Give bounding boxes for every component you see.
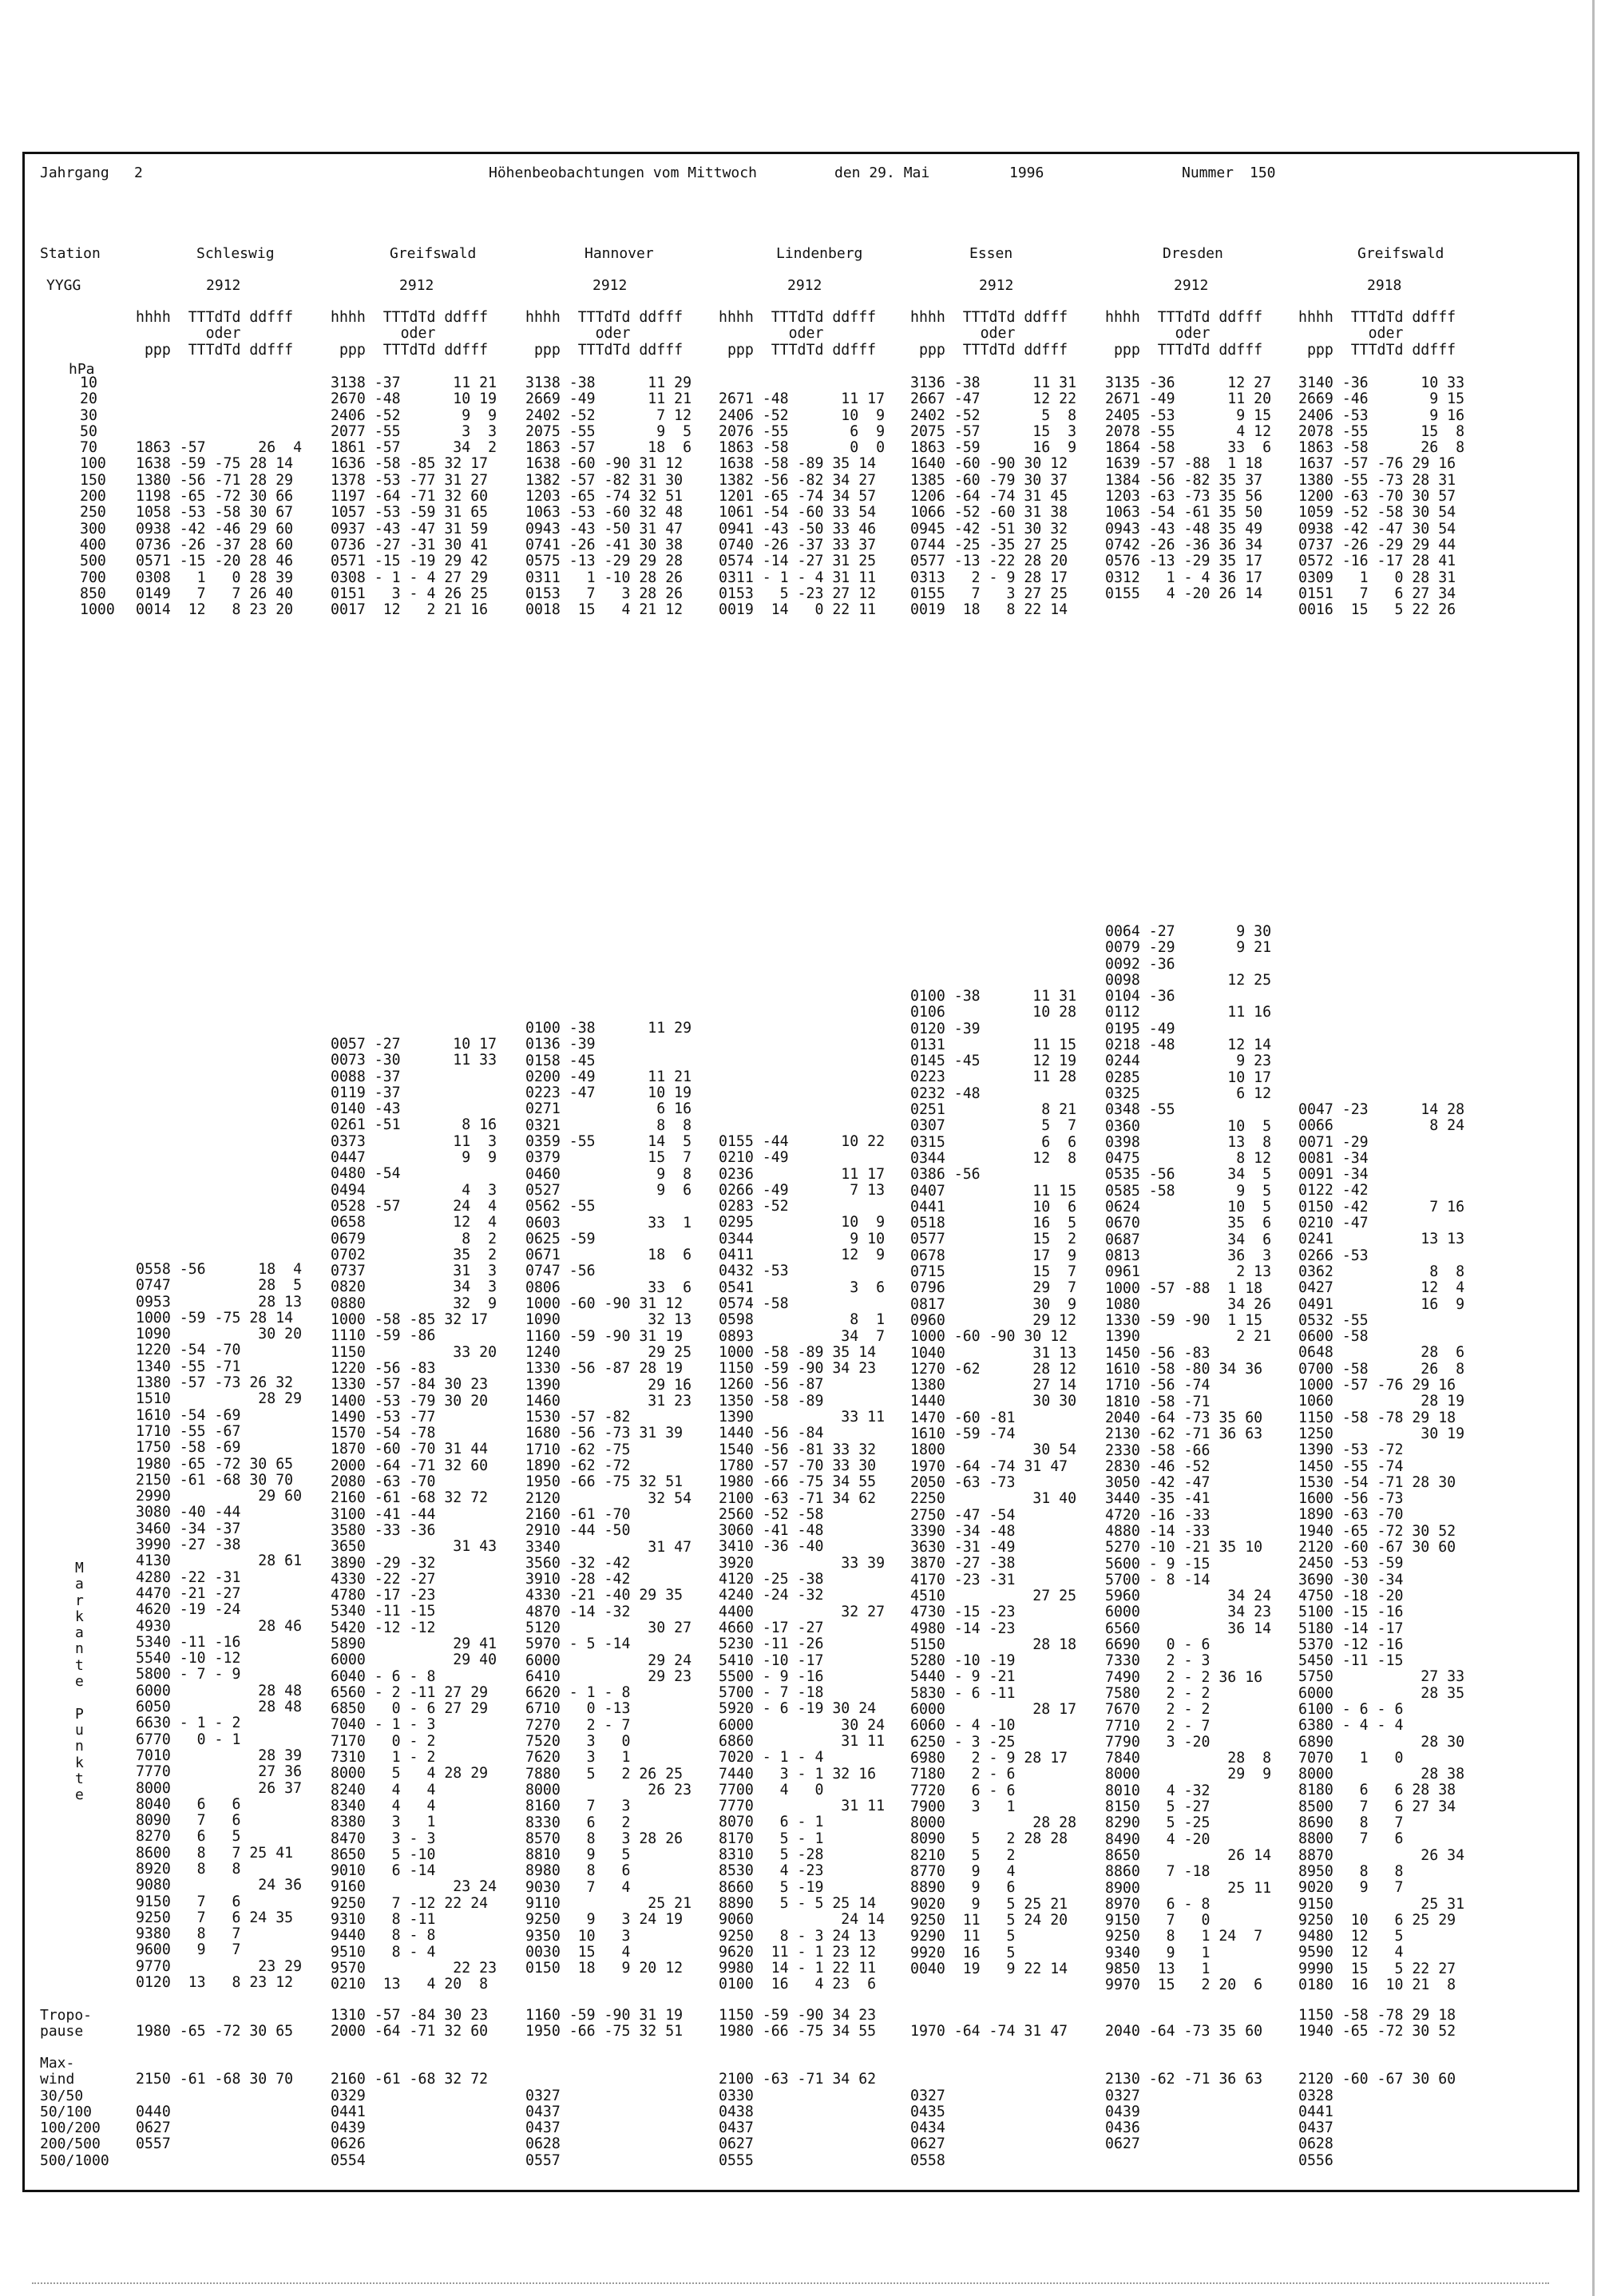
standard-levels: 3138 -38 11 29 2669 -49 11 21 2402 -52 7 12 2075 -55 9 5 1863 -57 18 6 1638 -60 -90 31 12 1382 -57 -82 31 30 1203 -65 -74 32 51 1063 -53 -60 32 48 0943 -43 -50 31 47 0741 -26 -41 30 38 0575 -13 -29 29 28 0311 1 -10 28 26 0153 7 3 28 26 0018 15 4 21 12: [525, 375, 692, 619]
maxwind-data: 2100 -63 -71 34 62 0330 0438 0437 0627 0555: [719, 2071, 877, 2169]
tropopause-data: 1980 -65 -72 30 65: [136, 2023, 294, 2040]
jahrgang-value: 2: [134, 165, 143, 181]
header-date: den 29. Mai: [834, 165, 930, 181]
tropopause-data: 1160 -59 -90 31 19 1950 -66 -75 32 51: [525, 2007, 684, 2040]
tropopause-data: 1150 -58 -78 29 18 1940 -65 -72 30 52: [1298, 2007, 1456, 2040]
column-header: hhhh TTTdTd ddfff oder ppp TTTdTd ddfff: [1298, 309, 1456, 359]
significant-points: 0064 -27 9 30 0079 -29 9 21 0092 -36 0098 12 25 0104 -36 0112 11 16 0195 -49 0218 -48 12 14 0244 9 23 0285 10 17 0325 6 12 0348 -55 0360 10 5 0398 13 8 0475 8 12 0535 -56 34 5 0585 -58 9 5 0624 10 5 0670 35 6 0687 34 6 0813 36 3 0961 2 13 1000 -57 -88 1 18 1080 34 26 1330 -59 -90 1 15 1390 2 21 1450 -56 -83 1610 -58 -80 34 36 1710 -56 -74 1810 -58 -71 2040 -64 -73 35 60 2130 -62 -71 36 63 2330 -58 -66 2830 -46 -52 3050 -42 -47 3440 -35 -41 4720 -16 -33 4880 -14 -33 5270 -10 -21 35 10 5600 - 9 -15 5700 - 8 -14 5960 34 24 6000 34 23 6560 36 14 6690 0 - 6 7330 2 - 3 7490 2 - 2 36 16 7580 2 - 2 7670 2 - 2 7710 2 - 7 7790 3 -20 7840 28 8 8000 29 9 8010 4 -32 8150 5 -27 8290 5 -25 8490 4 -20 8650 26 14 8860 7 -18 8900 25 11 8970 6 - 8 9150 7 0 9250 8 1 24 7 9340 9 1 9850 13 1 9970 15 2 20 6: [1105, 923, 1272, 1994]
station-name: Dresden: [1163, 245, 1223, 262]
significant-points: 0155 -44 10 22 0210 -49 0236 11 17 0266 -49 7 13 0283 -52 0295 10 9 0344 9 10 0411 12 9 0432 -53 0541 3 6 0574 -58 0598 8 1 0893 34 7 1000 -58 -89 35 14 1150 -59 -90 34 23 1260 -56 -87 1350 -58 -89 1390 33 11 1440 -56 -84 1540 -56 -81 33 32 1780 -57 -70 33 30 1980 -66 -75 34 55 2100 -63 -71 34 62 2560 -52 -58 3060 -41 -48 3410 -36 -40 3920 33 39 4120 -25 -38 4240 -24 -32 4400 32 27 4660 -17 -27 5230 -11 -26 5410 -10 -17 5500 - 9 -16 5700 - 7 -18 5920 - 6 -19 30 24 6000 30 24 6860 31 11 7020 - 1 - 4 7440 3 - 1 32 16 7700 4 0 7770 31 11 8070 6 - 1 8170 5 - 1 8310 5 -28 8530 4 -23 8660 5 -19 8890 5 - 5 25 14 9060 24 14 9250 8 - 3 24 13 9620 11 - 1 23 12 9980 14 - 1 22 11 0100 16 4 23 6: [719, 1133, 886, 1993]
column-header: hhhh TTTdTd ddfff oder ppp TTTdTd ddfff: [719, 309, 877, 359]
tropopause-data: 1310 -57 -84 30 23 2000 -64 -71 32 60: [331, 2007, 489, 2040]
nummer-label: Nummer: [1182, 165, 1234, 181]
maxwind-data: 0327 0435 0434 0627 0558: [910, 2087, 945, 2169]
station-yygg: 2912: [592, 277, 628, 294]
page-title: Höhenbeobachtungen vom Mittwoch: [489, 165, 757, 181]
station-yygg: 2912: [1174, 277, 1209, 294]
column-header: hhhh TTTdTd ddfff oder ppp TTTdTd ddfff: [1105, 309, 1263, 359]
station-name: Greifswald: [1357, 245, 1444, 262]
station-name: Hannover: [585, 245, 654, 262]
station-name: Schleswig: [196, 245, 275, 262]
station-yygg: 2912: [979, 277, 1014, 294]
tropopause-label: Tropo- pause: [40, 2007, 93, 2040]
maxwind-data: 2120 -60 -67 30 60 0328 0441 0437 0628 0556: [1298, 2071, 1456, 2169]
station-yygg: 2912: [399, 277, 434, 294]
station-yygg: 2912: [787, 277, 822, 294]
standard-levels: 1863 -57 26 4 1638 -59 -75 28 14 1380 -56 -71 28 29 1198 -65 -72 30 66 1058 -53 -58 30 67 0938 -42 -46 29 60 0736 -26 -37 28 60 0571 -15 -20 28 46 0308 1 0 28 39 0149 7 7 26 40 0014 12 8 23 20: [136, 439, 303, 619]
maxwind-label: Max- wind 30/50 50/100 100/200 200/500 500/1000: [40, 2055, 109, 2169]
scan-edge: [1592, 0, 1595, 2296]
standard-levels: 2671 -48 11 17 2406 -52 10 9 2076 -55 6 9 1863 -58 0 0 1638 -58 -89 35 14 1382 -56 -82 34 27 1201 -65 -74 34 57 1061 -54 -60 33 54 0941 -43 -50 33 46 0740 -26 -37 33 37 0574 -14 -27 31 25 0311 - 1 - 4 31 11 0153 5 -23 27 12 0019 14 0 22 11: [719, 391, 886, 619]
standard-levels: 3138 -37 11 21 2670 -48 10 19 2406 -52 9 9 2077 -55 3 3 1861 -57 34 2 1636 -58 -85 32 17 1378 -53 -77 31 27 1197 -64 -71 32 60 1057 -53 -59 31 65 0937 -43 -47 31 59 0736 -27 -31 30 41 0571 -15 -19 29 42 0308 - 1 - 4 27 29 0151 3 - 4 26 25 0017 12 2 21 16: [331, 375, 497, 619]
pressure-levels: 10 20 30 50 70 100 150 200 250 300 400 500 700 850 1000: [80, 375, 115, 619]
column-header: hhhh TTTdTd ddfff oder ppp TTTdTd ddfff: [331, 309, 489, 359]
tropopause-data: 1970 -64 -74 31 47: [910, 2023, 1068, 2040]
station-yygg: 2918: [1367, 277, 1402, 294]
station-name: Essen: [969, 245, 1013, 262]
column-header: hhhh TTTdTd ddfff oder ppp TTTdTd ddfff: [136, 309, 294, 359]
hpa-label: hPa: [69, 361, 95, 378]
nummer-value: 150: [1250, 165, 1276, 181]
tropopause-data: 2040 -64 -73 35 60: [1105, 2023, 1263, 2040]
significant-points: 0100 -38 11 31 0106 10 28 0120 -39 0131 11 15 0145 -45 12 19 0223 11 28 0232 -48 0251 8 21 0307 5 7 0315 6 6 0344 12 8 0386 -56 0407 11 15 0441 10 6 0518 16 5 0577 15 2 0678 17 9 0715 15 7 0796 29 7 0817 30 9 0960 29 12 1000 -60 -90 30 12 1040 31 13 1270 -62 28 12 1380 27 14 1440 30 30 1470 -60 -81 1610 -59 -74 1800 30 54 1970 -64 -74 31 47 2050 -63 -73 2250 31 40 2750 -47 -54 3390 -34 -48 3630 -31 -49 3870 -27 -38 4170 -23 -31 4510 27 25 4730 -15 -23 4980 -14 -23 5150 28 18 5280 -10 -19 5440 - 9 -21 5830 - 6 -11 6000 28 17 6060 - 4 -10 6250 - 3 -25 6980 2 - 9 28 17 7180 2 - 6 7720 6 - 6 7900 3 1 8000 28 28 8090 5 2 28 28 8210 5 2 8770 9 4 8890 9 6 9020 9 5 25 21 9250 11 5 24 20 9290 11 5 9920 16 5 0040 19 9 22 14: [910, 988, 1077, 1977]
station-name: Greifswald: [390, 245, 477, 262]
scan-noise: [32, 2282, 1549, 2286]
yygg-label: YYGG: [46, 277, 81, 294]
significant-points: 0047 -23 14 28 0066 8 24 0071 -29 0081 -34 0091 -34 0122 -42 0150 -42 7 16 0210 -47 0241 13 13 0266 -53 0362 8 8 0427 12 4 0491 16 9 0532 -55 0600 -58 0648 28 6 0700 -58 26 8 1000 -57 -76 29 16 1060 28 19 1150 -58 -78 29 18 1250 30 19 1390 -53 -72 1450 -55 -74 1530 -54 -71 28 30 1600 -56 -73 1890 -63 -70 1940 -65 -72 30 52 2120 -60 -67 30 60 2450 -53 -59 3690 -30 -34 4750 -18 -20 5100 -15 -16 5180 -14 -17 5370 -12 -16 5450 -11 -15 5750 27 33 6000 28 35 6100 - 6 - 6 6380 - 4 - 4 6890 28 30 7070 1 0 8000 28 38 8180 6 6 28 38 8500 7 6 27 34 8690 8 7 8800 7 6 8870 26 34 8950 8 8 9020 9 7 9150 25 31 9250 10 6 25 29 9480 12 5 9590 12 4 9990 15 5 22 27 0180 16 10 21 8: [1298, 1101, 1465, 1994]
standard-levels: 3135 -36 12 27 2671 -49 11 20 2405 -53 9 15 2078 -55 4 12 1864 -58 33 6 1639 -57 -88 1 18 1384 -56 -82 35 37 1203 -63 -73 35 56 1063 -54 -61 35 50 0943 -43 -48 35 49 0742 -26 -36 36 34 0576 -13 -29 35 17 0312 1 - 4 36 17 0155 4 -20 26 14: [1105, 375, 1272, 602]
tropopause-data: 1150 -59 -90 34 23 1980 -66 -75 34 55: [719, 2007, 877, 2040]
standard-levels: 3136 -38 11 31 2667 -47 12 22 2402 -52 5 8 2075 -57 15 3 1863 -59 16 9 1640 -60 -90 30 12 1385 -60 -79 30 37 1206 -64 -74 31 45 1066 -52 -60 31 38 0945 -42 -51 30 32 0744 -25 -35 27 25 0577 -13 -22 28 20 0313 2 - 9 28 17 0155 7 3 27 25 0019 18 8 22 14: [910, 375, 1077, 619]
markante-punkte-label: M a r k a n t e P u n k t e: [75, 1560, 84, 1804]
station-label: Station: [40, 245, 101, 262]
significant-points: 0558 -56 18 4 0747 28 5 0953 28 13 1000 -59 -75 28 14 1090 30 20 1220 -54 -70 1340 -55 -71 1380 -57 -73 26 32 1510 28 29 1610 -54 -69 1710 -55 -67 1750 -58 -69 1980 -65 -72 30 65 2150 -61 -68 30 70 2990 29 60 3080 -40 -44 3460 -34 -37 3990 -27 -38 4130 28 61 4280 -22 -31 4470 -21 -27 4620 -19 -24 4930 28 46 5340 -11 -16 5540 -10 -12 5800 - 7 - 9 6000 28 48 6050 28 48 6630 - 1 - 2 6770 0 - 1 7010 28 39 7770 27 36 8000 26 37 8040 6 6 8090 7 6 8270 6 5 8600 8 7 25 41 8920 8 8 9080 24 36 9150 7 6 9250 7 6 24 35 9380 8 7 9600 9 7 9770 23 29 0120 13 8 23 12: [136, 1261, 303, 1992]
significant-points: 0057 -27 10 17 0073 -30 11 33 0088 -37 0119 -37 0140 -43 0261 -51 8 16 0373 11 3 0447 9 9 0480 -54 0494 4 3 0528 -57 24 4 0658 12 4 0679 8 2 0702 35 2 0737 31 3 0820 34 3 0880 32 9 1000 -58 -85 32 17 1110 -59 -86 1150 33 20 1220 -56 -83 1330 -57 -84 30 23 1400 -53 -79 30 20 1490 -53 -77 1570 -54 -78 1870 -60 -70 31 44 2000 -64 -71 32 60 2080 -63 -70 2160 -61 -68 32 72 3100 -41 -44 3580 -33 -36 3650 31 43 3890 -29 -32 4330 -22 -27 4780 -17 -23 5340 -11 -15 5420 -12 -12 5890 29 41 6000 29 40 6040 - 6 - 8 6560 - 2 -11 27 29 6850 0 - 6 27 29 7040 - 1 - 3 7170 0 - 2 7310 1 - 2 8000 5 4 28 29 8240 4 4 8340 4 4 8380 3 1 8470 3 - 3 8650 5 -10 9010 6 -14 9160 23 24 9250 7 -12 22 24 9310 8 -11 9440 8 - 8 9510 8 - 4 9570 22 23 0210 13 4 20 8: [331, 1036, 497, 1993]
station-name: Lindenberg: [776, 245, 863, 262]
column-header: hhhh TTTdTd ddfff oder ppp TTTdTd ddfff: [910, 309, 1068, 359]
significant-points: 0100 -38 11 29 0136 -39 0158 -45 0200 -49 11 21 0223 -47 10 19 0271 6 16 0321 8 8 0359 -55 14 5 0379 15 7 0460 9 8 0527 9 6 0562 -55 0603 33 1 0625 -59 0671 18 6 0747 -56 0806 33 6 1000 -60 -90 31 12 1090 32 13 1160 -59 -90 31 19 1240 29 25 1330 -56 -87 28 19 1390 29 16 1460 31 23 1530 -57 -82 1680 -56 -73 31 39 1710 -62 -75 1890 -62 -72 1950 -66 -75 32 51 2120 32 54 2160 -61 -70 2910 -44 -50 3340 31 47 3560 -32 -42 3910 -28 -42 4330 -21 -40 29 35 4870 -14 -32 5120 30 27 5970 - 5 -14 6000 29 24 6410 29 23 6620 - 1 - 8 6710 0 -13 7270 2 - 7 7520 3 0 7620 3 1 7880 5 2 26 25 8000 26 23 8160 7 3 8330 6 2 8570 8 3 28 26 8810 9 5 8980 8 6 9030 7 4 9110 25 21 9250 9 3 24 19 9350 10 3 0030 15 4 0150 18 9 20 12: [525, 1020, 692, 1977]
maxwind-data: 2160 -61 -68 32 72 0329 0441 0439 0626 0554: [331, 2071, 489, 2169]
maxwind-data: 2130 -62 -71 36 63 0327 0439 0436 0627: [1105, 2071, 1263, 2153]
maxwind-data: 2150 -61 -68 30 70 0440 0627 0557: [136, 2071, 294, 2153]
standard-levels: 3140 -36 10 33 2669 -46 9 15 2406 -53 9 16 2078 -55 15 8 1863 -58 26 8 1637 -57 -76 29 16 1380 -55 -73 28 31 1200 -63 -70 30 57 1059 -52 -58 30 54 0938 -42 -47 30 54 0737 -26 -29 29 44 0572 -16 -17 28 41 0309 1 0 28 31 0151 7 6 27 34 0016 15 5 22 26: [1298, 375, 1465, 619]
maxwind-data: 0327 0437 0437 0628 0557: [525, 2087, 561, 2169]
jahrgang-label: Jahrgang: [40, 165, 109, 181]
column-header: hhhh TTTdTd ddfff oder ppp TTTdTd ddfff: [525, 309, 684, 359]
header-year: 1996: [1009, 165, 1044, 181]
station-yygg: 2912: [206, 277, 241, 294]
